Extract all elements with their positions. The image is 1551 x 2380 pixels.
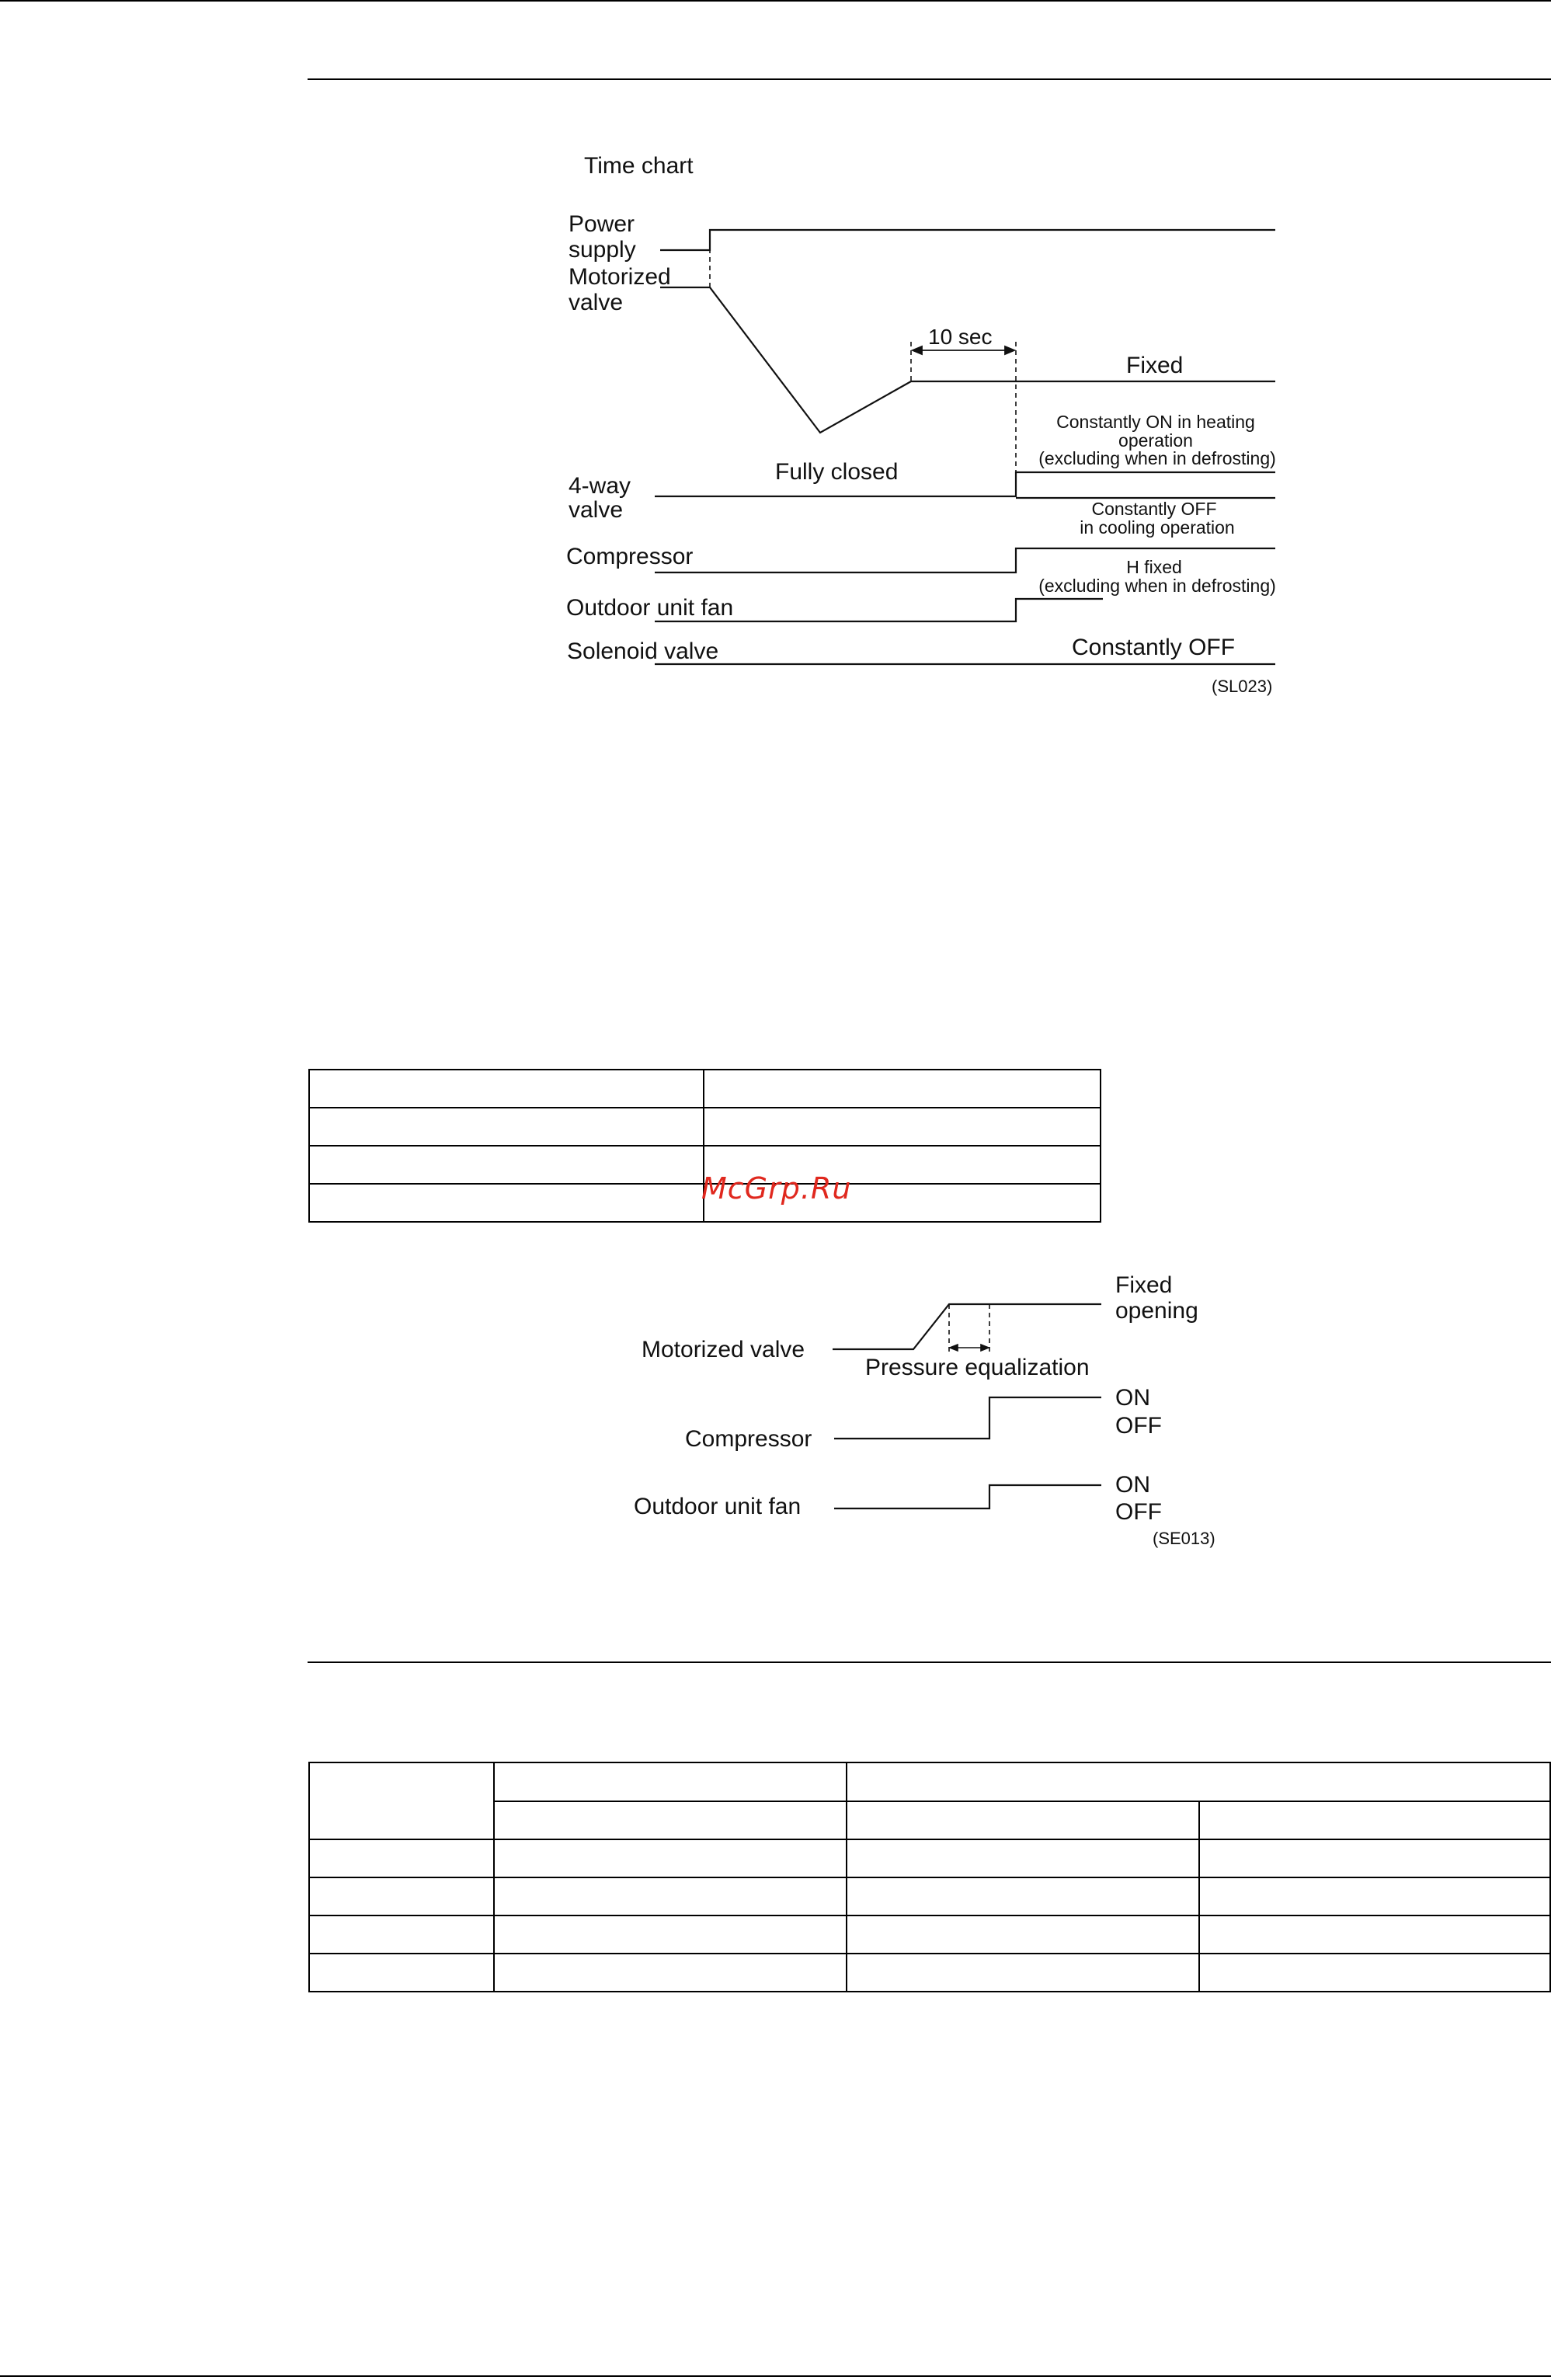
table-cell xyxy=(1199,1877,1550,1915)
table-cell xyxy=(309,1762,494,1839)
table-cell xyxy=(847,1839,1199,1877)
cooling-note-line1: Constantly OFF xyxy=(1091,499,1217,519)
h-fixed-note-line1: H fixed xyxy=(1126,557,1182,577)
ten-sec-arrow-right-head xyxy=(1005,346,1014,354)
table-cell xyxy=(847,1877,1199,1915)
table-cell xyxy=(494,1954,847,1992)
table-cell xyxy=(309,1184,704,1222)
time-chart-figure-code: (SL023) xyxy=(1212,677,1273,696)
watermark: McGrp.Ru xyxy=(701,1171,852,1206)
label-motorized-valve-line1: Motorized xyxy=(569,264,671,290)
time-chart-diagram xyxy=(0,0,1551,746)
table-cell xyxy=(704,1108,1101,1146)
table-row xyxy=(309,1762,1550,1801)
constantly-off-label: Constantly OFF xyxy=(1072,635,1236,660)
table-cell xyxy=(309,1839,494,1877)
label-four-way-line1: 4-way xyxy=(569,473,631,499)
pe-on-label-1: ON xyxy=(1115,1385,1150,1411)
table-cell xyxy=(847,1801,1199,1839)
h-fixed-note-line2: (excluding when in defrosting) xyxy=(1038,576,1276,596)
pe-label-motorized-valve: Motorized valve xyxy=(642,1337,805,1362)
fixed-label: Fixed xyxy=(1126,353,1184,378)
pe-motorized-valve-signal xyxy=(833,1304,1101,1349)
pe-label-outdoor-fan: Outdoor unit fan xyxy=(634,1494,802,1519)
label-motorized-valve-line2: valve xyxy=(569,290,624,315)
table-row xyxy=(309,1108,1101,1146)
section-rule-middle xyxy=(308,1661,1551,1663)
pe-arrow-right-head xyxy=(981,1345,989,1351)
table-row xyxy=(309,1070,1101,1108)
compressor-signal xyxy=(655,548,1275,572)
label-solenoid-valve: Solenoid valve xyxy=(567,638,719,664)
table-cell xyxy=(309,1915,494,1954)
cooling-note-line2: in cooling operation xyxy=(1080,517,1235,538)
power-supply-signal xyxy=(660,230,1275,250)
table-cell xyxy=(309,1070,704,1108)
pe-off-label-2: OFF xyxy=(1115,1499,1162,1525)
table-row xyxy=(309,1915,1550,1954)
table-cell xyxy=(494,1915,847,1954)
time-chart-title: Time chart xyxy=(584,153,694,179)
pe-compressor-signal xyxy=(834,1397,1101,1439)
label-four-way-line2: valve xyxy=(569,497,624,523)
table-row xyxy=(309,1839,1550,1877)
table-cell xyxy=(704,1070,1101,1108)
pe-label-compressor: Compressor xyxy=(685,1426,812,1452)
table-cell xyxy=(309,1954,494,1992)
pe-on-label-2: ON xyxy=(1115,1472,1150,1498)
table-row xyxy=(309,1801,1550,1839)
table-cell xyxy=(494,1762,847,1801)
table-row xyxy=(309,1877,1550,1915)
table-cell xyxy=(1199,1915,1550,1954)
table-cell xyxy=(309,1146,704,1184)
table-2 xyxy=(308,1762,1551,1992)
pe-arrow-left-head xyxy=(950,1345,958,1351)
label-outdoor-fan: Outdoor unit fan xyxy=(566,595,734,621)
table-cell xyxy=(847,1762,1550,1801)
heating-note-line3: (excluding when in defrosting) xyxy=(1038,448,1276,468)
pe-fixed-line2: opening xyxy=(1115,1298,1198,1324)
table-cell xyxy=(309,1877,494,1915)
pe-figure-code: (SE013) xyxy=(1153,1529,1215,1548)
page-bottom-rule xyxy=(0,2375,1551,2377)
table-cell xyxy=(309,1108,704,1146)
pe-fixed-line1: Fixed xyxy=(1115,1272,1173,1298)
heating-note-line1: Constantly ON in heating xyxy=(1056,412,1255,432)
label-compressor: Compressor xyxy=(566,544,694,569)
ten-sec-arrow-left-head xyxy=(913,346,922,354)
table-cell xyxy=(847,1954,1199,1992)
table-cell xyxy=(1199,1801,1550,1839)
heating-note-line2: operation xyxy=(1118,430,1193,451)
pressure-equalization-diagram xyxy=(0,1258,1551,1616)
fully-closed-label: Fully closed xyxy=(775,459,899,485)
four-way-valve-signal xyxy=(655,472,1275,496)
pe-outdoor-fan-signal xyxy=(834,1485,1101,1508)
table-cell xyxy=(1199,1954,1550,1992)
ten-sec-label: 10 sec xyxy=(928,325,993,349)
table-cell xyxy=(847,1915,1199,1954)
pe-off-label-1: OFF xyxy=(1115,1413,1162,1439)
table-row xyxy=(309,1954,1550,1992)
table-cell xyxy=(1199,1839,1550,1877)
table-cell xyxy=(494,1877,847,1915)
label-power-supply-line1: Power xyxy=(569,211,635,237)
label-power-supply-line2: supply xyxy=(569,237,636,263)
table-cell xyxy=(494,1801,847,1839)
table-cell xyxy=(494,1839,847,1877)
pe-pressure-equalization-label: Pressure equalization xyxy=(865,1355,1090,1380)
